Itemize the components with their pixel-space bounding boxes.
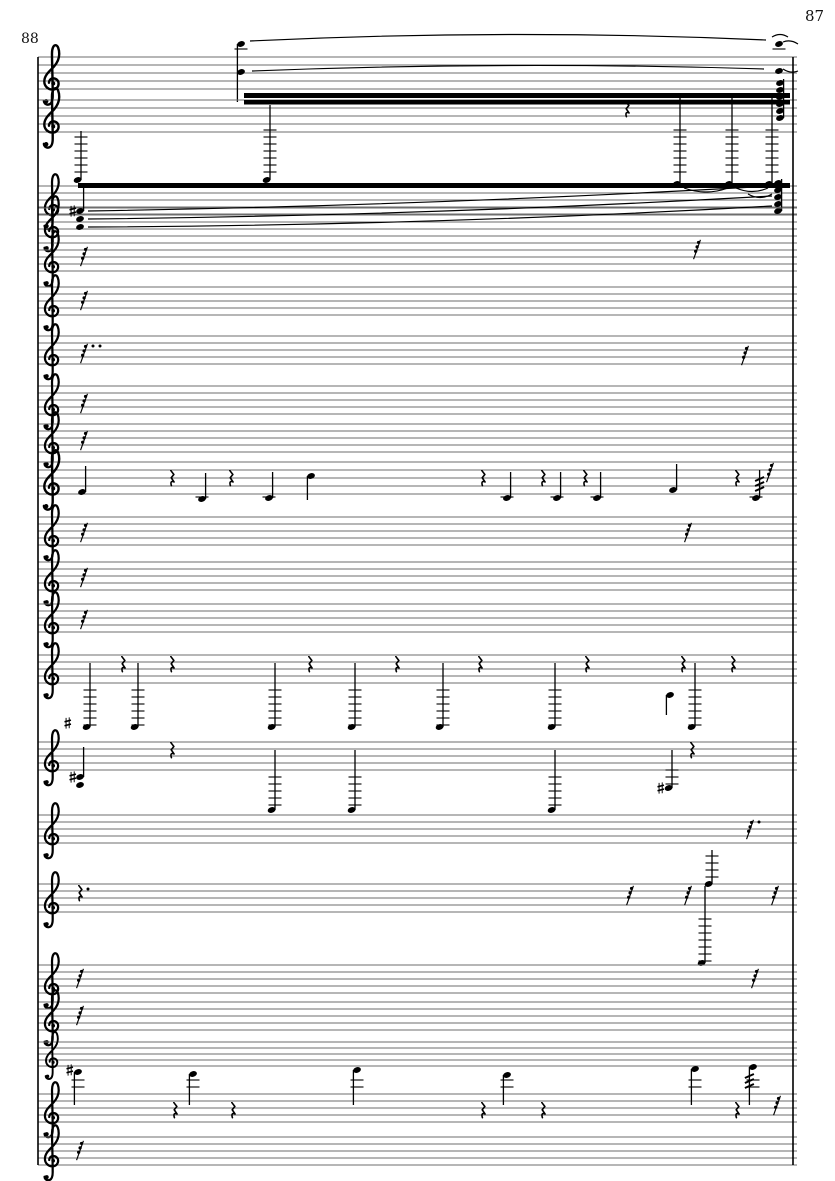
sixtyfourth-rest bbox=[81, 523, 88, 542]
quarter-note bbox=[352, 1066, 361, 1105]
quarter-note bbox=[745, 1063, 758, 1105]
staff-11-rest bbox=[38, 505, 797, 560]
sixtyfourth-rest bbox=[81, 431, 88, 450]
sixtyfourth-rest bbox=[81, 394, 88, 413]
sixtyfourth-rest bbox=[774, 1096, 781, 1115]
cluster-chord bbox=[773, 179, 782, 215]
staff-15-pillars-b bbox=[38, 730, 797, 814]
ledger-pillar-note bbox=[435, 663, 450, 731]
quarter-note bbox=[75, 188, 84, 215]
staff-20-empty bbox=[38, 1032, 797, 1079]
sixtyfourth-rest bbox=[685, 886, 692, 905]
notehead bbox=[75, 781, 84, 789]
treble-clef-icon bbox=[45, 643, 59, 698]
ledger-pillar-note bbox=[267, 663, 282, 731]
tremolo-beam bbox=[244, 100, 790, 105]
staff-22-rest bbox=[38, 1125, 797, 1180]
sixtyfourth-rest bbox=[742, 346, 749, 365]
sharp-icon bbox=[65, 717, 71, 728]
ledger-pillar-note bbox=[672, 97, 687, 188]
quarter-note bbox=[75, 747, 84, 781]
ledger-pillar-note bbox=[82, 663, 97, 731]
sixtyfourth-rest bbox=[685, 523, 692, 542]
quarter-note bbox=[668, 464, 677, 494]
staff-8-rest bbox=[38, 374, 797, 429]
augmentation-dot bbox=[92, 345, 95, 348]
treble-clef-icon bbox=[45, 872, 59, 927]
quarter-note bbox=[75, 223, 84, 231]
quarter-note bbox=[592, 472, 601, 502]
quarter-rest bbox=[691, 743, 694, 758]
staff-17-long-pillar bbox=[38, 850, 797, 967]
staff-2-tremolo-roll bbox=[38, 79, 797, 192]
quarter-note bbox=[502, 1071, 511, 1105]
staff-13-rest bbox=[38, 592, 797, 647]
augmentation-dot bbox=[758, 821, 761, 824]
staff-18-rest bbox=[38, 953, 797, 1008]
staff-4-sharp-chord-ties bbox=[38, 186, 797, 251]
ledger-pillar-note bbox=[547, 663, 562, 731]
staff-12-rest bbox=[38, 550, 797, 605]
quarter-note bbox=[665, 691, 674, 715]
ledger-pillar-note bbox=[687, 663, 702, 731]
staff-21-high-melody bbox=[38, 1063, 797, 1137]
sixtyfourth-rest bbox=[767, 463, 774, 482]
sixtyfourth-rest bbox=[772, 886, 779, 905]
ledger-pillar-note bbox=[130, 663, 145, 731]
staff-7-rest-dotted bbox=[38, 324, 797, 379]
tie bbox=[783, 69, 798, 72]
staff-5-rest bbox=[38, 231, 797, 286]
tie bbox=[783, 41, 798, 44]
staff-9-rest bbox=[38, 412, 797, 467]
tie bbox=[250, 34, 766, 41]
tie bbox=[252, 65, 764, 71]
treble-clef-icon bbox=[45, 324, 59, 379]
quarter-note bbox=[264, 472, 273, 502]
treble-clef-icon bbox=[45, 803, 59, 858]
augmentation-dot bbox=[99, 345, 102, 348]
quarter-note bbox=[502, 472, 511, 502]
ledger-pillar-note bbox=[73, 131, 88, 184]
quarter-note bbox=[774, 67, 783, 75]
notehead bbox=[774, 40, 783, 48]
staff-19-rest bbox=[38, 990, 797, 1045]
augmentation-dot bbox=[87, 888, 90, 891]
treble-clef-icon bbox=[45, 730, 59, 785]
sharp-icon bbox=[658, 782, 664, 793]
treble-clef-icon bbox=[44, 450, 59, 509]
ledger-pillar-note bbox=[764, 97, 779, 188]
quarter-note bbox=[552, 472, 561, 502]
notehead bbox=[774, 67, 783, 75]
sixtyfourth-rest bbox=[81, 568, 88, 587]
ledger-pillar-note bbox=[347, 663, 362, 731]
staff-6-rest bbox=[38, 275, 797, 330]
tremolo-beam bbox=[78, 183, 790, 188]
ledger-pillar-note bbox=[347, 750, 362, 814]
measure-number: 88 bbox=[21, 31, 39, 47]
staff-16-sparse bbox=[38, 803, 797, 858]
tie bbox=[772, 35, 788, 38]
page-number: 87 bbox=[805, 7, 825, 25]
sixtyfourth-rest bbox=[627, 886, 634, 905]
ledger-pillar-note bbox=[267, 750, 282, 814]
treble-clef-icon bbox=[46, 1032, 58, 1079]
treble-clef-icon bbox=[44, 88, 59, 147]
ledger-pillar-note bbox=[724, 97, 739, 188]
sixtyfourth-rest bbox=[81, 344, 102, 363]
ledger-pillar-note bbox=[262, 105, 277, 184]
tremolo-beam bbox=[244, 93, 790, 98]
staff-10-melody bbox=[38, 450, 797, 509]
ledger-pillar-note bbox=[704, 850, 719, 888]
tie bbox=[736, 188, 768, 192]
quarter-note bbox=[75, 781, 84, 789]
quarter-note bbox=[690, 1065, 699, 1105]
staff-14-pillars-a bbox=[38, 643, 797, 731]
quarter-note bbox=[774, 40, 783, 48]
ledger-pillar-note bbox=[547, 750, 562, 814]
sixtyfourth-rest bbox=[81, 610, 88, 629]
quarter-note bbox=[188, 1070, 197, 1105]
sharp-icon bbox=[70, 771, 76, 782]
notehead bbox=[75, 223, 84, 231]
quarter-rest bbox=[171, 743, 174, 758]
